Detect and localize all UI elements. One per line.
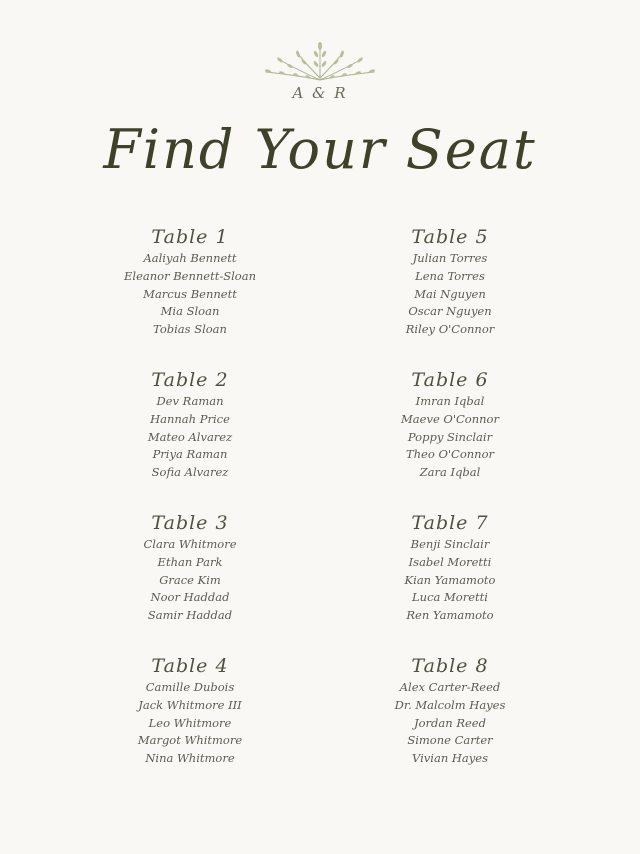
guest-name: Luca Moretti	[412, 590, 488, 605]
guest-name: Simone Carter	[407, 733, 493, 748]
guest-name: Mia Sloan	[160, 304, 220, 319]
guest-name: Poppy Sinclair	[407, 429, 493, 444]
guest-name: Ethan Park	[157, 554, 223, 569]
guest-name: Mai Nguyen	[414, 286, 486, 301]
monogram: A & R	[292, 84, 348, 102]
page-title: Find Your Seat	[103, 118, 537, 181]
guest-name: Leo Whitmore	[148, 715, 232, 730]
guest-name: Eleanor Bennett-Sloan	[124, 268, 256, 283]
table-title: Table 6	[411, 369, 489, 391]
table-title: Table 4	[151, 655, 229, 677]
table-card	[80, 510, 300, 653]
guest-name: Samir Haddad	[147, 608, 233, 623]
table-title: Table 5	[411, 226, 489, 248]
guest-name: Isabel Moretti	[408, 554, 492, 569]
guest-name: Jordan Reed	[414, 715, 486, 730]
table-title: Table 7	[411, 512, 489, 534]
guest-name: Dev Raman	[156, 394, 224, 408]
guest-name: Theo O'Connor	[405, 447, 494, 462]
table-title: Table 8	[411, 655, 489, 677]
table-title: Table 1	[151, 226, 229, 248]
guest-name: Jack Whitmore III	[138, 697, 242, 712]
leaf-sprig-icon	[262, 40, 378, 82]
table-card	[340, 367, 560, 510]
guest-name: Clara Whitmore	[143, 537, 237, 551]
seating-column-left	[80, 224, 300, 796]
guest-name: Oscar Nguyen	[408, 304, 492, 319]
guest-name: Margot Whitmore	[137, 733, 243, 748]
guest-name: Imran Iqbal	[415, 394, 485, 408]
guest-name: Maeve O'Connor	[401, 411, 499, 426]
guest-name: Benji Sinclair	[410, 537, 490, 551]
guest-name: Riley O'Connor	[405, 322, 495, 337]
guest-name: Mateo Alvarez	[147, 429, 233, 444]
guest-name: Vivian Hayes	[412, 751, 488, 766]
guest-name: Sofia Alvarez	[151, 465, 229, 480]
seating-column-right	[340, 224, 560, 796]
table-card	[340, 510, 560, 653]
guest-name: Tobias Sloan	[153, 322, 227, 337]
table-title: Table 2	[151, 369, 229, 391]
guest-name: Marcus Bennett	[143, 286, 237, 301]
guest-name: Ren Yamamoto	[406, 608, 494, 623]
guest-name: Hannah Price	[150, 411, 230, 426]
guest-name: Lena Torres	[415, 268, 485, 283]
table-card	[340, 653, 560, 796]
guest-name: Noor Haddad	[150, 590, 230, 605]
table-card	[80, 653, 300, 796]
table-card	[80, 224, 300, 367]
guest-name: Grace Kim	[159, 572, 221, 587]
guest-name: Kian Yamamoto	[404, 572, 496, 587]
guest-name: Nina Whitmore	[145, 751, 235, 766]
guest-name: Dr. Malcolm Hayes	[394, 697, 506, 712]
guest-name: Priya Raman	[152, 447, 228, 462]
guest-name: Zara Iqbal	[419, 465, 481, 480]
table-card	[80, 367, 300, 510]
table-card	[340, 224, 560, 367]
table-title: Table 3	[151, 512, 229, 534]
guest-name: Aaliyah Bennett	[143, 251, 237, 265]
guest-name: Julian Torres	[412, 251, 488, 265]
guest-name: Alex Carter-Reed	[399, 680, 501, 694]
guest-name: Camille Dubois	[145, 680, 235, 694]
